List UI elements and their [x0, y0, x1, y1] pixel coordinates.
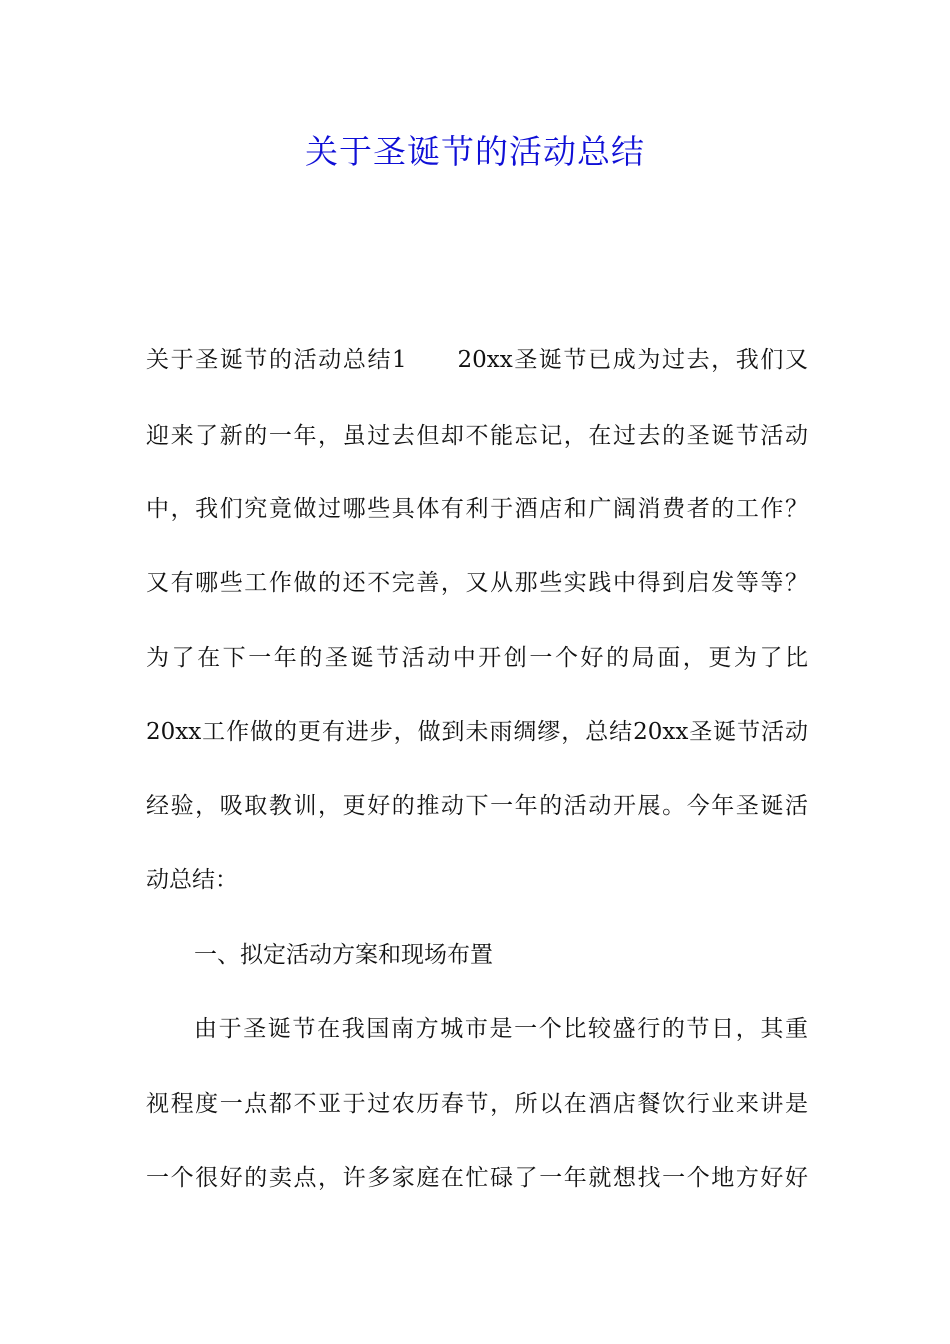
document-title: 关于圣诞节的活动总结 — [305, 132, 645, 171]
paragraph-line: 动总结： — [146, 867, 238, 893]
paragraph-line: 经验，吸取教训，更好的推动下一年的活动开展。今年圣诞活 — [146, 793, 808, 819]
section-heading: 一、拟定活动方案和现场布置 — [194, 942, 493, 968]
paragraph-line: 又有哪些工作做的还不完善，又从那些实践中得到启发等等？ — [146, 570, 808, 596]
paragraph-line: 关于圣诞节的活动总结1 20xx圣诞节已成为过去，我们又 — [146, 347, 808, 373]
paragraph-line: 一个很好的卖点，许多家庭在忙碌了一年就想找一个地方好好 — [146, 1165, 808, 1191]
paragraph-line: 中，我们究竟做过哪些具体有利于酒店和广阔消费者的工作？ — [146, 496, 808, 522]
paragraph-line: 为了在下一年的圣诞节活动中开创一个好的局面，更为了比 — [146, 645, 808, 671]
paragraph-line: 迎来了新的一年，虽过去但却不能忘记，在过去的圣诞节活动 — [146, 423, 808, 449]
paragraph-line: 由于圣诞节在我国南方城市是一个比较盛行的节日，其重 — [194, 1016, 808, 1042]
paragraph-line: 视程度一点都不亚于过农历春节，所以在酒店餐饮行业来讲是 — [146, 1091, 808, 1117]
paragraph-line: 20xx工作做的更有进步，做到未雨绸缪，总结20xx圣诞节活动 — [146, 719, 808, 745]
